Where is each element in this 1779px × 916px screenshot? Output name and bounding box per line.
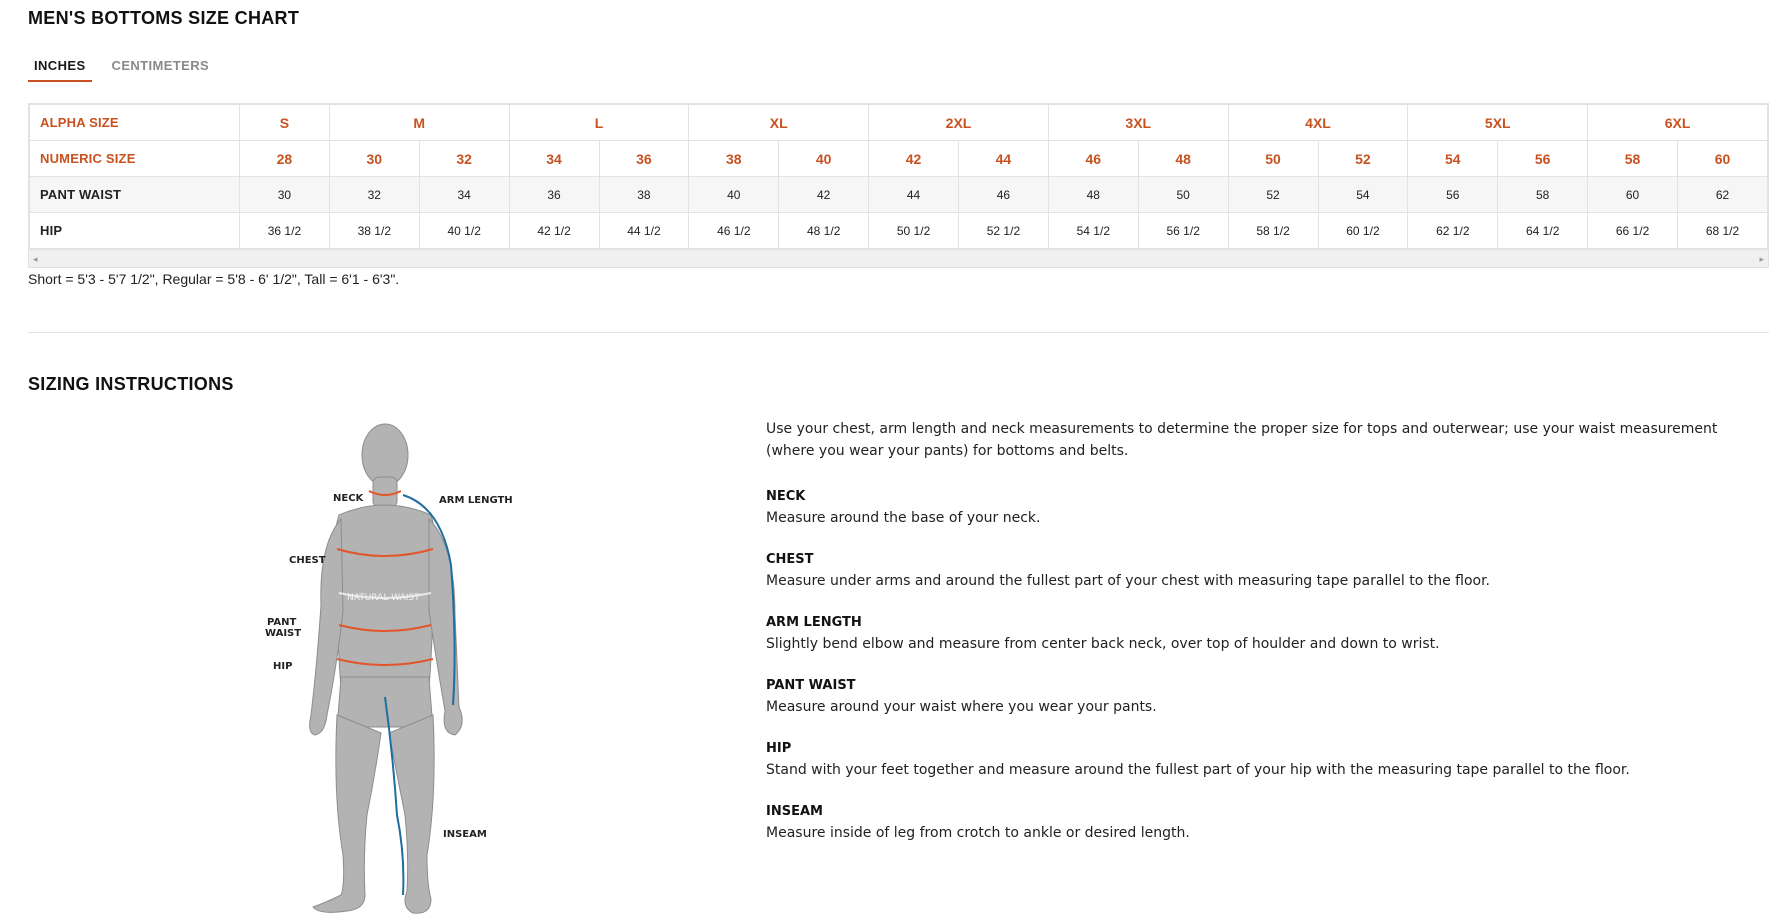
tab-inches[interactable]: INCHES [28,56,92,82]
alpha-size-cell: 4XL [1228,105,1408,141]
measurement-figure [255,415,515,915]
size-table [29,104,1768,249]
hip-row [30,213,1768,249]
instruction-heading: NECK [766,489,806,504]
tab-centimeters[interactable]: CENTIMETERS [111,58,210,73]
hip-cell: 46 1/2 [689,213,779,249]
numeric-size-cell: 30 [329,141,419,177]
sizing-instructions-title: SIZING INSTRUCTIONS [28,374,234,394]
hip-cell: 40 1/2 [419,213,509,249]
hip-cell: 52 1/2 [959,213,1049,249]
pant-waist-cell: 60 [1588,177,1678,213]
instruction-heading: ARM LENGTH [766,615,862,630]
alpha-size-cell: M [329,105,509,141]
pant-waist-cell: 36 [509,177,599,213]
numeric-size-cell: 46 [1048,141,1138,177]
hip-cell: 42 1/2 [509,213,599,249]
instruction-text: Stand with your feet together and measure around the fullest part of your hip with the measuring tape parallel to the floor. [766,762,1630,778]
pant-waist-cell: 52 [1228,177,1318,213]
table-horizontal-scrollbar[interactable] [29,249,1768,267]
hip-cell: 56 1/2 [1138,213,1228,249]
instruction-text: Measure around your waist where you wear your pants. [766,699,1157,715]
instruction-chest [766,550,1766,592]
instruction-pant-waist [766,676,1766,718]
page-title: MEN'S BOTTOMS SIZE CHART [28,8,300,28]
numeric-size-cell: 38 [689,141,779,177]
numeric-size-cell: 32 [419,141,509,177]
hip-cell: 48 1/2 [779,213,869,249]
numeric-size-cell: 50 [1228,141,1318,177]
alpha-size-cell: XL [689,105,869,141]
hip-cell: 44 1/2 [599,213,689,249]
instruction-neck [766,487,1766,529]
pant-waist-cell: 58 [1498,177,1588,213]
numeric-size-row [30,141,1768,177]
alpha-size-row [30,105,1768,141]
numeric-size-cell: 60 [1678,141,1768,177]
numeric-size-cell: 34 [509,141,599,177]
instruction-heading: HIP [766,741,792,756]
hip-cell: 50 1/2 [869,213,959,249]
pant-waist-cell: 46 [959,177,1049,213]
instruction-heading: PANT WAIST [766,678,856,693]
numeric-size-cell: 56 [1498,141,1588,177]
alpha-size-cell: 6XL [1588,105,1768,141]
alpha-size-cell: 2XL [869,105,1049,141]
numeric-size-cell: 36 [599,141,689,177]
numeric-size-cell: 44 [959,141,1049,177]
hip-cell: 62 1/2 [1408,213,1498,249]
instruction-heading: CHEST [766,552,814,567]
pant-waist-cell: 34 [419,177,509,213]
figure-label-pant: PANT [267,617,297,628]
alpha-size-cell: 3XL [1048,105,1228,141]
pant-waist-cell: 54 [1318,177,1408,213]
pant-waist-cell: 50 [1138,177,1228,213]
row-label-numeric-size: NUMERIC SIZE [30,141,240,177]
numeric-size-cell: 28 [240,141,330,177]
figure-label-neck: NECK [333,493,364,504]
hip-cell: 58 1/2 [1228,213,1318,249]
pant-waist-cell: 56 [1408,177,1498,213]
inseam-note: Short = 5'3 - 5'7 1/2", Regular = 5'8 - 6' 1/2", Tall = 6'1 - 6'3". [28,271,400,287]
figure-label-natural-waist: NATURAL WAIST [347,593,420,603]
hip-cell: 68 1/2 [1678,213,1768,249]
pant-waist-cell: 48 [1048,177,1138,213]
alpha-size-cell: 5XL [1408,105,1588,141]
pant-waist-cell: 40 [689,177,779,213]
body-figure-illustration [255,415,515,915]
instruction-heading: INSEAM [766,804,823,819]
pant-waist-cell: 32 [329,177,419,213]
pant-waist-cell: 30 [240,177,330,213]
instruction-text: Measure inside of leg from crotch to ankle or desired length. [766,825,1190,841]
alpha-size-cell: S [240,105,330,141]
numeric-size-cell: 42 [869,141,959,177]
row-label-alpha-size: ALPHA SIZE [30,105,240,141]
unit-tabs [28,56,215,82]
numeric-size-cell: 54 [1408,141,1498,177]
row-label-pant-waist: PANT WAIST [30,177,240,213]
numeric-size-cell: 40 [779,141,869,177]
pant-waist-row [30,177,1768,213]
section-divider [28,332,1769,333]
numeric-size-cell: 48 [1138,141,1228,177]
scroll-left-icon[interactable]: ◂ [33,254,38,264]
hip-cell: 64 1/2 [1498,213,1588,249]
sizing-intro: Use your chest, arm length and neck measurements to determine the proper size for tops and outerwear; use your waist measurement (where you wear your pants) for bottoms and belts. [766,421,1718,459]
figure-label-hip: HIP [273,661,293,672]
figure-label-waist: WAIST [265,628,302,639]
pant-waist-cell: 38 [599,177,689,213]
sizing-instructions [766,418,1766,865]
instruction-arm-length [766,613,1766,655]
instruction-text: Slightly bend elbow and measure from center back neck, over top of houlder and down to wrist. [766,636,1440,652]
numeric-size-cell: 58 [1588,141,1678,177]
figure-label-arm-length: ARM LENGTH [439,495,513,506]
hip-cell: 66 1/2 [1588,213,1678,249]
pant-waist-cell: 44 [869,177,959,213]
hip-cell: 54 1/2 [1048,213,1138,249]
hip-cell: 36 1/2 [240,213,330,249]
scroll-right-icon[interactable]: ▸ [1759,254,1764,264]
hip-cell: 60 1/2 [1318,213,1408,249]
alpha-size-cell: L [509,105,689,141]
instruction-inseam [766,802,1766,844]
instruction-text: Measure under arms and around the fullest part of your chest with measuring tape parallel to the floor. [766,573,1491,589]
hip-cell: 38 1/2 [329,213,419,249]
pant-waist-cell: 62 [1678,177,1768,213]
figure-label-inseam: INSEAM [443,829,487,840]
pant-waist-cell: 42 [779,177,869,213]
instruction-hip [766,739,1766,781]
numeric-size-cell: 52 [1318,141,1408,177]
figure-label-chest: CHEST [289,555,326,566]
instruction-text: Measure around the base of your neck. [766,510,1041,526]
row-label-hip: HIP [30,213,240,249]
size-table-container [28,103,1769,268]
